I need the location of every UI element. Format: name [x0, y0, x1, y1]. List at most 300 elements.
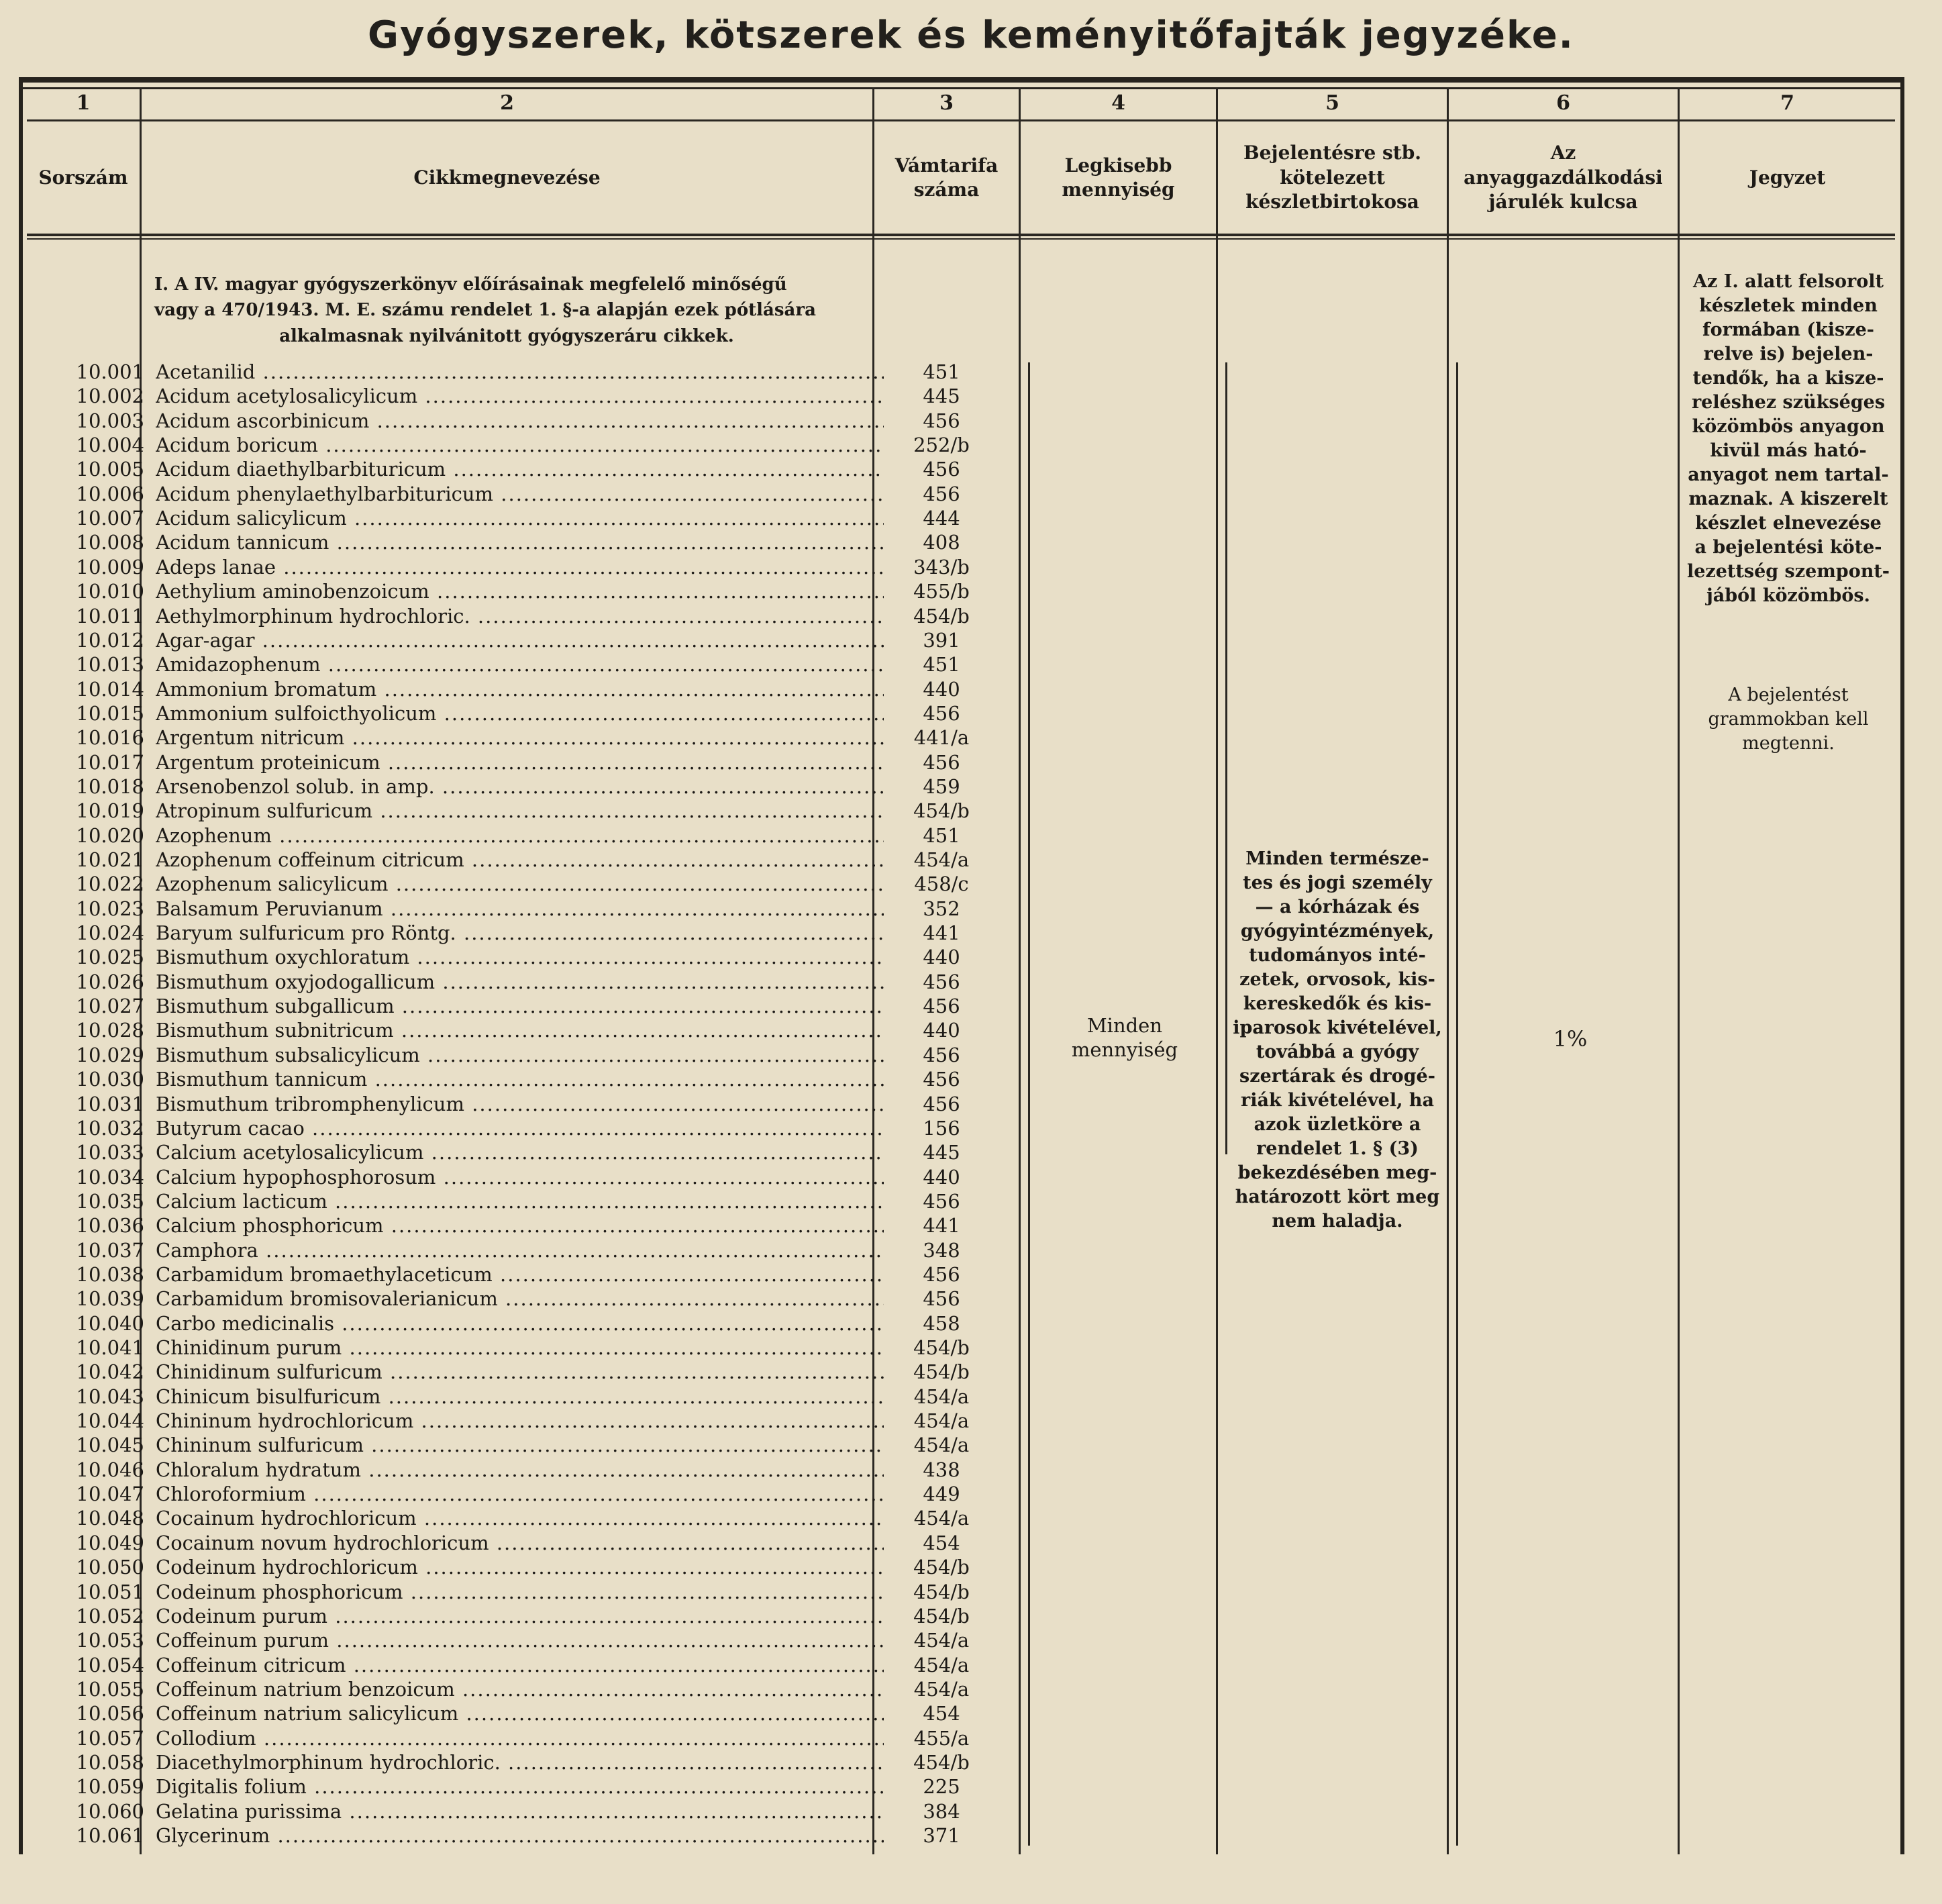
- row-item-name: Chloralum hydratum .....: [156, 1458, 884, 1482]
- col4-note: [1033, 1013, 1216, 1062]
- row-item-name: Chloroformium .....: [156, 1482, 884, 1506]
- table-row: [27, 506, 960, 530]
- row-number: 10.051: [76, 1580, 144, 1603]
- row-number: 10.039: [76, 1287, 144, 1311]
- row-item-name: Coffeinum natrium benzoicum .....: [156, 1677, 884, 1701]
- row-item-name: Bismuthum tannicum .....: [156, 1067, 884, 1091]
- row-tariff-number: 456: [923, 970, 960, 993]
- table-row: [27, 1140, 960, 1164]
- table-row: [27, 1287, 960, 1311]
- col-num-1: 1: [76, 91, 91, 115]
- table-row: [27, 994, 960, 1018]
- col7-note1-line: formában (kisze-: [1702, 319, 1874, 340]
- table-row: [27, 457, 960, 481]
- row-number: 10.010: [76, 580, 144, 603]
- row-tariff-number: 454/a: [913, 1677, 970, 1701]
- row-item-name: Carbo medicinalis .....: [156, 1311, 884, 1336]
- brace-col6: [1456, 362, 1458, 1846]
- table-row: [27, 1506, 970, 1530]
- row-number: 10.024: [76, 921, 144, 945]
- row-number: 10.043: [76, 1385, 144, 1408]
- col7-note2-line: grammokban kell: [1708, 709, 1869, 730]
- row-tariff-number: 456: [923, 701, 960, 725]
- table-row: [27, 848, 970, 872]
- row-tariff-number: 451: [923, 653, 960, 677]
- row-number: 10.046: [76, 1458, 144, 1481]
- row-number: 10.041: [76, 1336, 144, 1359]
- table-row: [27, 1555, 970, 1579]
- row-tariff-number: 456: [923, 1043, 960, 1066]
- col5-note-line: kereskedők és kis-: [1243, 993, 1432, 1014]
- row-item-name: Acidum boricum .....: [156, 433, 884, 457]
- col-header-bejelentesre: Bejelentésre stb. kötelezett készletbirtokosa: [1243, 142, 1422, 213]
- row-item-name: Bismuthum tribromphenylicum .....: [156, 1092, 884, 1116]
- row-number: 10.016: [76, 726, 144, 750]
- row-item-name: Azophenum salicylicum .....: [156, 872, 884, 896]
- section-heading-line-3: alkalmasnak nyilvánitott gyógyszeráru cikkek.: [279, 325, 734, 346]
- row-tariff-number: 456: [923, 1189, 960, 1213]
- table-row: [27, 823, 960, 848]
- row-number: 10.026: [76, 970, 144, 993]
- row-tariff-number: 456: [923, 1287, 960, 1311]
- row-item-name: Bismuthum oxychloratum .....: [156, 945, 884, 969]
- row-number: 10.019: [76, 799, 144, 823]
- row-number: 10.012: [76, 628, 144, 652]
- col5-note-line: bekezdésében meg-: [1237, 1162, 1437, 1183]
- row-item-name: Acidum phenylaethylbarbituricum .....: [156, 482, 884, 506]
- col-divider-3: [1019, 87, 1021, 1854]
- row-number: 10.047: [76, 1483, 144, 1506]
- row-number: 10.015: [76, 701, 144, 725]
- col7-note1-line: tendők, ha a kisze-: [1692, 368, 1884, 389]
- table-row: [27, 1385, 970, 1409]
- table-row: [27, 1677, 970, 1701]
- row-item-name: Acidum diaethylbarbituricum .....: [156, 457, 884, 481]
- table-row: [27, 1238, 960, 1262]
- row-tariff-number: 438: [923, 1458, 960, 1481]
- row-item-name: Coffeinum natrium salicylicum .....: [156, 1701, 884, 1725]
- row-tariff-number: 441: [923, 921, 960, 945]
- col4-note-line-1: Minden: [1086, 1014, 1163, 1037]
- row-tariff-number: 440: [923, 946, 960, 969]
- col7-note-grams: [1682, 683, 1895, 756]
- table-row: [27, 945, 960, 969]
- row-number: 10.058: [76, 1750, 144, 1774]
- table-row: [27, 1213, 960, 1238]
- table-row: [27, 774, 960, 799]
- row-tariff-number: 454: [923, 1531, 960, 1554]
- row-tariff-number: 454/b: [913, 1336, 970, 1359]
- row-number: 10.003: [76, 409, 144, 432]
- row-number: 10.048: [76, 1507, 144, 1530]
- row-tariff-number: 440: [923, 1019, 960, 1042]
- table-row: [27, 1580, 970, 1604]
- row-number: 10.004: [76, 434, 144, 457]
- row-number: 10.029: [76, 1043, 144, 1066]
- row-tariff-number: 343/b: [913, 555, 970, 579]
- row-item-name: Bismuthum subgallicum .....: [156, 994, 884, 1018]
- row-item-name: Balsamum Peruvianum .....: [156, 897, 884, 921]
- row-tariff-number: 252/b: [913, 434, 970, 457]
- row-tariff-number: 458: [923, 1311, 960, 1335]
- row-item-name: Codeinum hydrochloricum .....: [156, 1555, 884, 1579]
- row-number: 10.060: [76, 1799, 144, 1823]
- row-tariff-number: 456: [923, 458, 960, 481]
- table-row: [27, 433, 970, 457]
- row-number: 10.052: [76, 1604, 144, 1627]
- row-number: 10.034: [76, 1165, 144, 1189]
- row-number: 10.053: [76, 1629, 144, 1652]
- table-row: [27, 604, 970, 628]
- row-number: 10.030: [76, 1068, 144, 1091]
- row-item-name: Aethylmorphinum hydrochloric. .....: [156, 604, 884, 628]
- table-row: [27, 921, 960, 945]
- row-number: 10.050: [76, 1556, 144, 1579]
- row-number: 10.022: [76, 872, 144, 896]
- row-item-name: Arsenobenzol solub. in amp. .....: [156, 774, 884, 799]
- col-header-legkisebb: Legkisebb mennyiség: [1062, 154, 1175, 201]
- row-tariff-number: 458/c: [914, 872, 969, 896]
- row-tariff-number: 454/a: [913, 1409, 970, 1433]
- row-number: 10.013: [76, 653, 144, 677]
- row-number: 10.011: [76, 604, 144, 628]
- col7-note2-line: A bejelentést: [1728, 685, 1849, 705]
- row-number: 10.009: [76, 555, 144, 579]
- row-number: 10.037: [76, 1238, 144, 1262]
- col-num-2: 2: [500, 91, 514, 115]
- table-row: [27, 1116, 960, 1140]
- table-row: [27, 872, 969, 896]
- row-item-name: Chinidinum sulfuricum .....: [156, 1360, 884, 1384]
- table-row: [27, 482, 960, 506]
- col6-rate: 1%: [1553, 1026, 1588, 1052]
- table-row: [27, 1311, 960, 1336]
- row-tariff-number: 352: [923, 897, 960, 920]
- row-tariff-number: 444: [923, 507, 960, 530]
- col7-note1-line: reléshez szükséges: [1691, 392, 1886, 413]
- col7-note1-line: készletek minden: [1699, 295, 1878, 316]
- col-header-sorszam: Sorszám: [38, 166, 128, 189]
- row-tariff-number: 445: [923, 1141, 960, 1164]
- row-number: 10.007: [76, 507, 144, 530]
- col5-note-line: tes és jogi személy: [1243, 872, 1432, 893]
- col7-note1-line: Az I. alatt felsorolt: [1693, 271, 1884, 292]
- table-row: [27, 725, 970, 750]
- row-item-name: Coffeinum citricum .....: [156, 1653, 884, 1677]
- col7-note1-line: maznak. A kiszerelt: [1688, 489, 1888, 509]
- row-tariff-number: 456: [923, 482, 960, 505]
- row-item-name: Ammonium sulfoicthyolicum .....: [156, 701, 884, 725]
- col5-note-line: zetek, orvosok, kis-: [1239, 969, 1435, 990]
- row-item-name: Calcium acetylosalicylicum .....: [156, 1140, 884, 1164]
- row-item-name: Argentum nitricum .....: [156, 725, 884, 750]
- col5-note-line: Minden természe-: [1245, 848, 1429, 869]
- table-row: [27, 1482, 960, 1506]
- row-item-name: Collodium .....: [156, 1726, 884, 1750]
- row-number: 10.032: [76, 1116, 144, 1140]
- row-number: 10.045: [76, 1434, 144, 1457]
- row-item-name: Chinidinum purum .....: [156, 1336, 884, 1360]
- table-row: [27, 652, 960, 677]
- col5-note-line: továbbá a gyógy: [1256, 1042, 1419, 1062]
- col7-note1-line: lezettség szempont-: [1686, 561, 1890, 582]
- col7-note1-line: készlet elnevezése: [1695, 513, 1882, 534]
- row-item-name: Camphora .....: [156, 1238, 884, 1262]
- row-tariff-number: 454/a: [913, 1434, 970, 1457]
- row-item-name: Gelatina purissima .....: [156, 1799, 884, 1823]
- row-item-name: Adeps lanae .....: [156, 555, 884, 579]
- row-tariff-number: 454/b: [913, 799, 970, 823]
- row-item-name: Acidum acetylosalicylicum .....: [156, 384, 884, 408]
- row-tariff-number: 371: [923, 1824, 960, 1847]
- section-heading-line-1: I. A IV. magyar gyógyszerkönyv előírásainak megfelelő minőségű: [154, 274, 787, 295]
- table-row: [27, 409, 960, 433]
- col-divider-4: [1216, 87, 1218, 1854]
- row-number: 10.017: [76, 750, 144, 774]
- row-tariff-number: 454/a: [913, 848, 970, 871]
- col-divider-5: [1447, 87, 1449, 1854]
- row-number: 10.044: [76, 1409, 144, 1433]
- table-row: [27, 1774, 960, 1799]
- table-row: [27, 1750, 970, 1774]
- col5-note-line: iparosok kivételével,: [1233, 1017, 1442, 1038]
- page-title: Gyógyszerek, kötszerek és keményitőfajták jegyzéke.: [368, 13, 1574, 57]
- row-item-name: Glycerinum .....: [156, 1823, 884, 1848]
- row-tariff-number: 456: [923, 1092, 960, 1115]
- col5-note-line: — a kórházak és: [1255, 897, 1420, 917]
- row-tariff-number: 454: [923, 1702, 960, 1725]
- header-divider: [27, 119, 1895, 121]
- row-number: 10.018: [76, 774, 144, 798]
- table-row: [27, 1018, 960, 1042]
- col-divider-6: [1678, 87, 1680, 1854]
- col5-note-line: azok üzletköre a: [1254, 1114, 1421, 1135]
- table-row: [27, 1067, 960, 1091]
- row-number: 10.021: [76, 848, 144, 871]
- row-tariff-number: 391: [923, 628, 960, 652]
- row-number: 10.049: [76, 1531, 144, 1554]
- col5-note-line: tudományos inté-: [1249, 945, 1426, 966]
- table-row: [27, 1653, 970, 1677]
- table-row: [27, 1628, 970, 1652]
- row-number: 10.025: [76, 946, 144, 969]
- row-tariff-number: 454/a: [913, 1629, 970, 1652]
- col5-note-line: riák kivételével, ha: [1240, 1090, 1435, 1111]
- col7-note1-line: közömbös anyagon: [1692, 416, 1885, 437]
- row-item-name: Cocainum novum hydrochloricum .....: [156, 1531, 884, 1555]
- row-item-name: Calcium hypophosphorosum .....: [156, 1165, 884, 1189]
- col-num-6: 6: [1556, 91, 1570, 115]
- row-number: 10.061: [76, 1824, 144, 1847]
- row-tariff-number: 456: [923, 409, 960, 432]
- table-row: [27, 1458, 960, 1482]
- row-item-name: Calcium phosphoricum .....: [156, 1213, 884, 1238]
- col5-note-line: szertárak és drogé-: [1239, 1066, 1435, 1087]
- row-tariff-number: 440: [923, 677, 960, 701]
- row-item-name: Digitalis folium .....: [156, 1774, 884, 1799]
- col5-note-line: nem haladja.: [1272, 1211, 1403, 1232]
- row-item-name: Acidum tannicum .....: [156, 530, 884, 554]
- row-number: 10.031: [76, 1092, 144, 1115]
- col-num-7: 7: [1780, 91, 1794, 115]
- table-row: [27, 579, 970, 603]
- col7-note-reporting-scope: [1682, 270, 1895, 608]
- row-number: 10.002: [76, 385, 144, 408]
- row-tariff-number: 454/a: [913, 1653, 970, 1676]
- table-row: [27, 701, 960, 725]
- row-number: 10.036: [76, 1214, 144, 1238]
- row-tariff-number: 348: [923, 1238, 960, 1262]
- table-row: [27, 530, 960, 554]
- row-tariff-number: 451: [923, 823, 960, 847]
- col4-note-line-2: mennyiség: [1071, 1038, 1178, 1061]
- table-row: [27, 1360, 970, 1384]
- row-number: 10.027: [76, 995, 144, 1018]
- col-header-jegyzet: Jegyzet: [1749, 166, 1826, 189]
- row-item-name: Codeinum phosphoricum .....: [156, 1580, 884, 1604]
- row-tariff-number: 454/b: [913, 1750, 970, 1774]
- table-row: [27, 1531, 960, 1555]
- row-item-name: Carbamidum bromisovalerianicum .....: [156, 1287, 884, 1311]
- section-heading-line-2: vagy a 470/1943. M. E. számu rendelet 1. §-a alapján ezek pótlására: [154, 300, 816, 321]
- row-number: 10.035: [76, 1189, 144, 1213]
- row-item-name: Azophenum coffeinum citricum .....: [156, 848, 884, 872]
- table-row: [27, 750, 960, 774]
- row-item-name: Diacethylmorphinum hydrochloric. .....: [156, 1750, 884, 1774]
- header-bottom-rule: [27, 234, 1895, 236]
- row-number: 10.057: [76, 1726, 144, 1750]
- table-row: [27, 360, 960, 384]
- col-header-jarulek: Az anyaggazdálkodási járulék kulcsa: [1464, 142, 1663, 213]
- col7-note1-line: anyagot nem tartal-: [1688, 464, 1889, 485]
- row-tariff-number: 441: [923, 1214, 960, 1238]
- row-item-name: Carbamidum bromaethylaceticum .....: [156, 1262, 884, 1287]
- row-item-name: Agar-agar .....: [156, 628, 884, 652]
- row-item-name: Calcium lacticum .....: [156, 1189, 884, 1213]
- row-item-name: Cocainum hydrochloricum .....: [156, 1506, 884, 1530]
- col7-note2-line: megtenni.: [1742, 733, 1835, 754]
- table-row: [27, 1262, 960, 1287]
- table-row: [27, 1043, 960, 1067]
- header-bottom-rule-2: [27, 238, 1895, 240]
- col-header-vamtarifa: Vámtarifa száma: [895, 154, 999, 201]
- table-row: [27, 1604, 970, 1628]
- col7-note1-line: kivül más ható-: [1710, 440, 1867, 461]
- row-tariff-number: 456: [923, 1068, 960, 1091]
- row-item-name: Amidazophenum .....: [156, 652, 884, 677]
- row-tariff-number: 459: [923, 774, 960, 798]
- table-row: [27, 1189, 960, 1213]
- table-row: [27, 1799, 960, 1823]
- row-tariff-number: 455/b: [913, 580, 970, 603]
- row-tariff-number: 451: [923, 360, 960, 383]
- row-item-name: Argentum proteinicum .....: [156, 750, 884, 774]
- row-item-name: Codeinum purum .....: [156, 1604, 884, 1628]
- row-number: 10.054: [76, 1653, 144, 1676]
- row-tariff-number: 455/a: [913, 1726, 970, 1750]
- row-tariff-number: 440: [923, 1165, 960, 1189]
- row-item-name: Acetanilid .....: [156, 360, 884, 384]
- row-tariff-number: 454/b: [913, 604, 970, 628]
- table-row: [27, 1165, 960, 1189]
- col7-note1-line: jából közömbös.: [1706, 585, 1870, 606]
- row-number: 10.059: [76, 1775, 144, 1799]
- table-row: [27, 799, 970, 823]
- table-row: [27, 970, 960, 994]
- row-tariff-number: 454/b: [913, 1604, 970, 1627]
- row-item-name: Acidum ascorbinicum .....: [156, 409, 884, 433]
- table-row: [27, 1433, 970, 1457]
- row-item-name: Atropinum sulfuricum .....: [156, 799, 884, 823]
- table-row: [27, 384, 960, 408]
- table-row: [27, 1726, 970, 1750]
- row-number: 10.055: [76, 1677, 144, 1701]
- col-header-cikkmegnevezese: Cikkmegnevezése: [413, 166, 601, 189]
- col5-note-line: rendelet 1. § (3): [1256, 1138, 1419, 1159]
- col-num-5: 5: [1325, 91, 1339, 115]
- table-row: [27, 1701, 960, 1725]
- row-item-name: Butyrum cacao .....: [156, 1116, 884, 1140]
- row-tariff-number: 454/a: [913, 1385, 970, 1408]
- row-tariff-number: 456: [923, 1262, 960, 1286]
- brace-col5: [1225, 362, 1227, 1154]
- col-num-4: 4: [1111, 91, 1125, 115]
- row-item-name: Azophenum .....: [156, 823, 884, 848]
- row-item-name: Bismuthum subnitricum .....: [156, 1018, 884, 1042]
- table-row: [27, 628, 960, 652]
- row-tariff-number: 454/a: [913, 1507, 970, 1530]
- table-row: [27, 1409, 970, 1433]
- row-tariff-number: 408: [923, 531, 960, 554]
- row-number: 10.020: [76, 823, 144, 847]
- row-number: 10.023: [76, 897, 144, 920]
- row-number: 10.001: [76, 360, 144, 383]
- row-item-name: Chininum sulfuricum .....: [156, 1433, 884, 1457]
- row-tariff-number: 456: [923, 750, 960, 774]
- section-heading: [154, 272, 859, 349]
- col7-note1-line: relve is) bejelen-: [1703, 344, 1874, 364]
- row-tariff-number: 454/b: [913, 1360, 970, 1384]
- col-num-3: 3: [939, 91, 954, 115]
- row-item-name: Acidum salicylicum .....: [156, 506, 884, 530]
- row-tariff-number: 156: [923, 1116, 960, 1140]
- row-number: 10.008: [76, 531, 144, 554]
- col5-note-line: gyógyintézmények,: [1240, 921, 1435, 942]
- table-row: [27, 897, 960, 921]
- row-tariff-number: 225: [923, 1775, 960, 1799]
- table-row: [27, 677, 960, 701]
- brace-col4: [1028, 362, 1030, 1846]
- row-number: 10.033: [76, 1141, 144, 1164]
- row-tariff-number: 456: [923, 995, 960, 1018]
- col5-note-line: határozott kört meg: [1235, 1187, 1440, 1207]
- row-number: 10.038: [76, 1262, 144, 1286]
- row-tariff-number: 441/a: [913, 726, 970, 750]
- row-number: 10.040: [76, 1311, 144, 1335]
- row-number: 10.014: [76, 677, 144, 701]
- table-row: [27, 1823, 960, 1848]
- col5-note: [1228, 847, 1447, 1234]
- row-tariff-number: 454/b: [913, 1580, 970, 1603]
- row-item-name: Bismuthum subsalicylicum .....: [156, 1043, 884, 1067]
- row-tariff-number: 454/b: [913, 1556, 970, 1579]
- table-row: [27, 1092, 960, 1116]
- row-tariff-number: 384: [923, 1799, 960, 1823]
- table-row: [27, 555, 970, 579]
- row-number: 10.006: [76, 482, 144, 505]
- row-tariff-number: 449: [923, 1483, 960, 1506]
- row-item-name: Baryum sulfuricum pro Röntg. .....: [156, 921, 884, 945]
